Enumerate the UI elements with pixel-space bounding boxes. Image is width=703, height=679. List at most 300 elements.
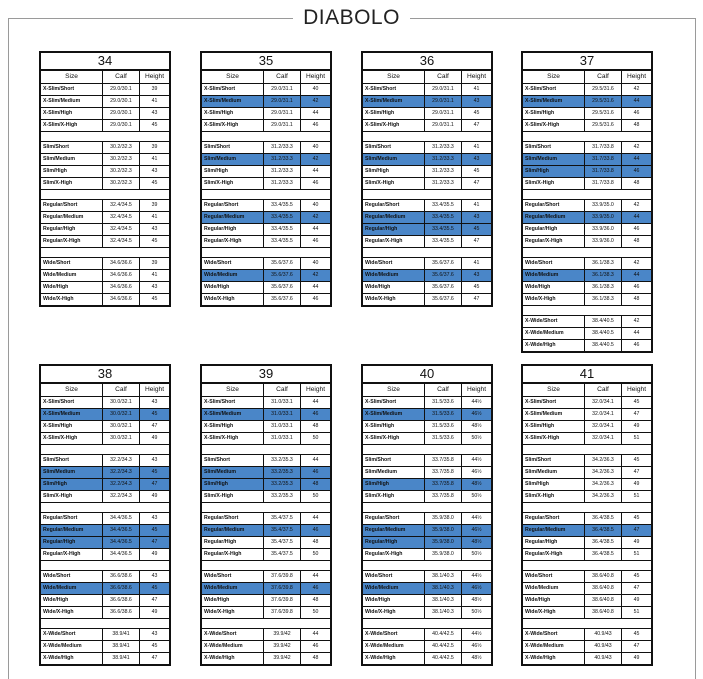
height-cell: 45 (151, 643, 158, 649)
size-cell: Regular/Short (363, 513, 425, 524)
height-cell: 45 (473, 284, 480, 290)
size-cell: Wide/Medium (523, 583, 585, 594)
height-cell (139, 190, 169, 199)
size-cell: Regular/High (523, 537, 585, 548)
size-cell: Wide/Medium (202, 583, 264, 594)
height-cell: 46 (312, 238, 319, 244)
size-cell: Wide/X-High (363, 294, 425, 305)
size-row (41, 293, 169, 305)
height-cell (300, 190, 330, 199)
size-cell: X-Slim/High (523, 421, 585, 432)
size-table-41 (521, 364, 653, 666)
calf-cell: 29.0/31.1 (264, 108, 301, 119)
size-cell: Size (41, 384, 103, 396)
calf-cell: 35.6/37.6 (425, 270, 462, 281)
height-cell (461, 190, 491, 199)
size-cell (41, 561, 103, 570)
height-cell: 46 (633, 110, 640, 116)
size-row (363, 396, 491, 408)
size-row (202, 478, 330, 490)
size-cell: Slim/High (41, 479, 103, 490)
size-cell: X-Wide/Short (41, 629, 103, 640)
height-cell (621, 190, 651, 199)
height-cell: 41 (473, 144, 480, 150)
column-header-row (363, 70, 491, 83)
size-cell: X-Slim/High (363, 421, 425, 432)
size-cell (363, 503, 425, 512)
size-cell: Regular/Medium (41, 212, 103, 223)
size-cell: Slim/Short (363, 142, 425, 153)
size-row (202, 628, 330, 640)
calf-cell (425, 445, 461, 454)
size-cell: Regular/Short (523, 200, 585, 211)
size-cell: X-Slim/X-High (202, 433, 264, 444)
size-cell: X-Slim/High (41, 108, 103, 119)
size-row (363, 652, 491, 664)
size-row (202, 582, 330, 594)
height-cell: 44 (633, 330, 640, 336)
height-cell: 48 (312, 423, 319, 429)
height-cell: 50½ (471, 435, 482, 441)
height-cell: 50 (312, 435, 319, 441)
size-row (363, 83, 491, 95)
size-cell (523, 503, 585, 512)
size-row (202, 512, 330, 524)
calf-cell: 35.4/37.5 (264, 549, 301, 560)
size-cell: Wide/X-High (202, 294, 264, 305)
calf-cell: 32.2/34.3 (103, 479, 140, 490)
column-header-row (523, 383, 651, 396)
size-cell: X-Wide/Medium (523, 641, 585, 652)
size-row (202, 640, 330, 652)
size-row (523, 269, 651, 281)
height-cell: 43 (473, 98, 480, 104)
calf-cell: 38.9/41 (103, 629, 140, 640)
size-cell: Slim/X-High (202, 178, 264, 189)
size-row (202, 432, 330, 444)
height-cell: 46½ (471, 643, 482, 649)
size-cell: Regular/Medium (523, 525, 585, 536)
size-row (523, 420, 651, 432)
size-cell: Wide/High (363, 595, 425, 606)
boot-size-heading: 39 (202, 366, 330, 383)
calf-cell: 34.2/36.3 (585, 467, 622, 478)
height-cell: 47 (473, 180, 480, 186)
calf-cell: 31.2/33.3 (264, 142, 301, 153)
calf-cell (264, 561, 300, 570)
height-cell: 48 (633, 122, 640, 128)
column-header-row (41, 383, 169, 396)
height-cell: Height (466, 386, 487, 393)
height-cell (461, 445, 491, 454)
size-cell: Slim/Short (523, 142, 585, 153)
size-cell: X-Slim/X-High (41, 433, 103, 444)
calf-cell: 29.0/31.1 (425, 120, 462, 131)
height-cell: 40 (312, 86, 319, 92)
size-cell: X-Slim/High (41, 421, 103, 432)
size-cell: Wide/Short (363, 258, 425, 269)
size-row (41, 153, 169, 165)
calf-cell: 30.2/32.3 (103, 166, 140, 177)
calf-cell: 31.2/33.3 (425, 166, 462, 177)
group-spacer (41, 560, 169, 570)
height-cell: 45 (151, 296, 158, 302)
calf-cell: 38.1/40.3 (425, 571, 462, 582)
group-spacer (202, 131, 330, 141)
calf-cell: Calf (425, 71, 462, 83)
size-cell: X-Slim/High (523, 108, 585, 119)
calf-cell: 30.0/32.1 (103, 409, 140, 420)
column-header-row (363, 383, 491, 396)
height-cell: 41 (151, 98, 158, 104)
size-row (202, 235, 330, 247)
height-cell: 45 (151, 238, 158, 244)
size-cell (523, 561, 585, 570)
height-cell: 44 (312, 457, 319, 463)
height-cell: Height (144, 386, 165, 393)
calf-cell: 35.6/37.6 (264, 282, 301, 293)
size-table-36 (361, 51, 493, 307)
calf-cell: 33.2/35.3 (264, 467, 301, 478)
height-cell: 42 (312, 98, 319, 104)
calf-cell: 31.5/33.6 (425, 421, 462, 432)
calf-cell: 31.5/33.6 (425, 433, 462, 444)
height-cell: 48½ (471, 597, 482, 603)
size-row (363, 165, 491, 177)
height-cell: 46 (633, 342, 640, 348)
size-row (41, 490, 169, 502)
size-cell (363, 248, 425, 257)
calf-cell (425, 248, 461, 257)
size-cell: Regular/Medium (202, 212, 264, 223)
size-cell: Wide/High (202, 595, 264, 606)
calf-cell: Calf (264, 71, 301, 83)
calf-cell: 33.4/35.5 (425, 236, 462, 247)
size-cell: X-Slim/Short (202, 397, 264, 408)
height-cell: 47 (151, 655, 158, 661)
size-cell: Wide/Short (41, 571, 103, 582)
calf-cell: 33.9/36.0 (585, 236, 622, 247)
size-cell: Regular/High (363, 537, 425, 548)
size-row (202, 594, 330, 606)
calf-cell: 36.4/38.5 (585, 537, 622, 548)
size-cell: Size (523, 384, 585, 396)
calf-cell: 36.6/38.6 (103, 571, 140, 582)
calf-cell: 36.1/38.3 (585, 270, 622, 281)
size-cell: Slim/High (202, 166, 264, 177)
calf-cell (585, 248, 621, 257)
size-row (41, 269, 169, 281)
calf-cell (264, 190, 300, 199)
calf-cell: 38.4/40.5 (585, 328, 622, 339)
height-cell: 47 (633, 469, 640, 475)
calf-cell (264, 503, 300, 512)
size-row (202, 548, 330, 560)
size-cell (202, 132, 264, 141)
size-cell: Regular/High (41, 224, 103, 235)
size-cell: Slim/X-High (363, 178, 425, 189)
calf-cell: 39.9/42 (264, 641, 301, 652)
height-cell: 43 (151, 457, 158, 463)
size-cell: Wide/High (523, 595, 585, 606)
height-cell: 48 (312, 597, 319, 603)
calf-cell: 38.1/40.3 (425, 607, 462, 618)
height-cell: 46½ (471, 469, 482, 475)
boot-size-heading: 38 (41, 366, 169, 383)
calf-cell: 29.5/31.6 (585, 96, 622, 107)
calf-cell: 33.4/35.5 (264, 224, 301, 235)
calf-cell: 29.0/31.1 (264, 96, 301, 107)
height-cell (139, 503, 169, 512)
size-row (363, 548, 491, 560)
calf-cell: 29.0/30.1 (103, 108, 140, 119)
size-row (41, 95, 169, 107)
size-cell: Slim/Short (41, 455, 103, 466)
height-cell: 43 (151, 226, 158, 232)
size-row (363, 281, 491, 293)
boot-size-heading: 34 (41, 53, 169, 70)
calf-cell: 34.2/36.3 (585, 491, 622, 502)
calf-cell: 31.5/33.6 (425, 409, 462, 420)
calf-cell: 33.4/35.5 (425, 200, 462, 211)
calf-cell: 35.9/38.0 (425, 549, 462, 560)
calf-cell: 38.1/40.3 (425, 583, 462, 594)
size-row (363, 640, 491, 652)
size-row (41, 408, 169, 420)
calf-cell: 31.2/33.3 (264, 154, 301, 165)
calf-cell: 40.4/42.5 (425, 653, 462, 664)
size-cell (523, 306, 585, 315)
size-row (363, 454, 491, 466)
size-row (523, 454, 651, 466)
height-cell (139, 445, 169, 454)
height-cell (139, 561, 169, 570)
calf-cell: 34.6/36.6 (103, 270, 140, 281)
height-cell: 46 (312, 643, 319, 649)
size-row (523, 315, 651, 327)
height-cell: 48 (633, 296, 640, 302)
height-cell: 43 (151, 110, 158, 116)
calf-cell: 34.4/36.5 (103, 537, 140, 548)
size-row (523, 548, 651, 560)
height-cell: 45 (151, 585, 158, 591)
size-row (202, 466, 330, 478)
size-cell: Slim/Medium (523, 467, 585, 478)
size-cell: Slim/Medium (363, 154, 425, 165)
size-cell: Regular/High (363, 224, 425, 235)
height-cell: 41 (151, 156, 158, 162)
height-cell: 39 (151, 260, 158, 266)
height-cell: 44 (312, 110, 319, 116)
height-cell: 46 (312, 585, 319, 591)
calf-cell (425, 503, 461, 512)
size-row (363, 420, 491, 432)
size-cell (41, 190, 103, 199)
calf-cell: 37.6/39.8 (264, 607, 301, 618)
height-cell: 49 (151, 551, 158, 557)
height-cell: 44½ (471, 399, 482, 405)
height-cell: 50 (312, 551, 319, 557)
size-cell: Slim/High (523, 479, 585, 490)
size-cell: Wide/X-High (41, 607, 103, 618)
group-spacer (41, 131, 169, 141)
height-cell (300, 248, 330, 257)
size-row (202, 257, 330, 269)
height-cell: 47 (151, 481, 158, 487)
calf-cell: 33.4/35.5 (264, 200, 301, 211)
height-cell: 47 (151, 539, 158, 545)
calf-cell: 34.4/36.5 (103, 525, 140, 536)
size-cell: X-Wide/High (41, 653, 103, 664)
size-cell (41, 503, 103, 512)
boot-size-heading: 40 (363, 366, 491, 383)
height-cell: 46 (312, 180, 319, 186)
size-row (363, 177, 491, 189)
group-spacer (523, 560, 651, 570)
size-row (41, 454, 169, 466)
calf-cell: 31.0/33.1 (264, 433, 301, 444)
height-cell: 46 (633, 168, 640, 174)
height-cell: 48 (633, 238, 640, 244)
calf-cell: 34.6/36.6 (103, 282, 140, 293)
calf-cell (103, 132, 139, 141)
size-cell: Regular/X-High (363, 549, 425, 560)
size-cell: Slim/Medium (202, 467, 264, 478)
size-row (41, 478, 169, 490)
height-cell: Height (305, 73, 326, 80)
size-cell: Slim/X-High (41, 491, 103, 502)
calf-cell: 33.2/35.3 (264, 479, 301, 490)
size-table-35 (200, 51, 332, 307)
calf-cell: 30.0/32.1 (103, 397, 140, 408)
size-row (523, 582, 651, 594)
size-cell: X-Slim/Short (363, 84, 425, 95)
height-cell: Height (626, 73, 647, 80)
height-cell: 42 (633, 144, 640, 150)
size-row (202, 177, 330, 189)
size-row (202, 524, 330, 536)
calf-cell: 31.0/33.1 (264, 421, 301, 432)
group-spacer (41, 444, 169, 454)
height-cell: 45 (151, 527, 158, 533)
calf-cell: 33.2/35.3 (264, 455, 301, 466)
calf-cell (103, 190, 139, 199)
calf-cell (264, 248, 300, 257)
calf-cell: 29.0/30.1 (103, 120, 140, 131)
size-cell: Size (363, 71, 425, 83)
group-spacer (363, 560, 491, 570)
size-cell: Slim/High (41, 166, 103, 177)
size-row (41, 652, 169, 664)
size-cell (363, 190, 425, 199)
calf-cell: 30.0/32.1 (103, 433, 140, 444)
size-cell: X-Slim/High (363, 108, 425, 119)
calf-cell: 35.6/37.6 (425, 282, 462, 293)
size-cell (363, 561, 425, 570)
size-row (202, 95, 330, 107)
size-cell: Regular/X-High (363, 236, 425, 247)
size-cell: Regular/X-High (523, 236, 585, 247)
height-cell: 43 (151, 515, 158, 521)
size-table-37 (521, 51, 653, 353)
size-cell: Size (523, 71, 585, 83)
size-table-34 (39, 51, 171, 307)
calf-cell: 35.6/37.6 (264, 294, 301, 305)
size-cell: X-Slim/Medium (41, 96, 103, 107)
size-row (523, 594, 651, 606)
size-cell: Regular/X-High (41, 236, 103, 247)
boot-size-heading: 35 (202, 53, 330, 70)
size-cell: Wide/Medium (523, 270, 585, 281)
calf-cell: 32.2/34.3 (103, 491, 140, 502)
size-row (41, 165, 169, 177)
size-cell: Regular/X-High (202, 236, 264, 247)
size-cell: Size (363, 384, 425, 396)
size-cell: Slim/Short (202, 142, 264, 153)
calf-cell: 33.4/35.5 (425, 212, 462, 223)
height-cell: 48 (312, 655, 319, 661)
size-row (523, 177, 651, 189)
size-table-38 (39, 364, 171, 666)
size-cell: Wide/High (202, 282, 264, 293)
group-spacer (363, 444, 491, 454)
calf-cell: 31.2/33.3 (264, 166, 301, 177)
calf-cell: 36.4/38.5 (585, 549, 622, 560)
height-cell: 46 (312, 411, 319, 417)
calf-cell: 38.9/41 (103, 641, 140, 652)
size-row (41, 628, 169, 640)
calf-cell: 40.9/43 (585, 641, 622, 652)
size-row (363, 524, 491, 536)
calf-cell: 30.2/32.3 (103, 178, 140, 189)
size-cell: Wide/Short (202, 571, 264, 582)
size-row (523, 235, 651, 247)
calf-cell: 35.4/37.5 (264, 513, 301, 524)
size-row (41, 235, 169, 247)
size-row (202, 281, 330, 293)
calf-cell: 34.2/36.3 (585, 479, 622, 490)
size-row (363, 293, 491, 305)
size-cell: X-Slim/Short (41, 84, 103, 95)
height-cell: 48½ (471, 423, 482, 429)
size-row (202, 269, 330, 281)
height-cell: 47 (633, 411, 640, 417)
size-row (523, 628, 651, 640)
size-row (523, 512, 651, 524)
height-cell: 40 (312, 260, 319, 266)
size-cell: Regular/High (523, 224, 585, 235)
calf-cell: 33.7/35.8 (425, 467, 462, 478)
calf-cell: 37.6/39.8 (264, 595, 301, 606)
group-spacer (363, 131, 491, 141)
calf-cell: 32.2/34.3 (103, 455, 140, 466)
size-cell: Size (41, 71, 103, 83)
group-spacer (41, 189, 169, 199)
size-cell: Wide/High (41, 282, 103, 293)
height-cell: 43 (151, 399, 158, 405)
calf-cell: Calf (585, 71, 622, 83)
height-cell (621, 503, 651, 512)
size-cell: Regular/Short (41, 513, 103, 524)
size-row (41, 466, 169, 478)
height-cell: Height (626, 386, 647, 393)
height-cell: 51 (633, 551, 640, 557)
calf-cell: 35.6/37.6 (264, 270, 301, 281)
height-cell: 45 (633, 515, 640, 521)
size-cell: Slim/Medium (41, 467, 103, 478)
size-cell: Slim/High (523, 166, 585, 177)
calf-cell: Calf (103, 71, 140, 83)
